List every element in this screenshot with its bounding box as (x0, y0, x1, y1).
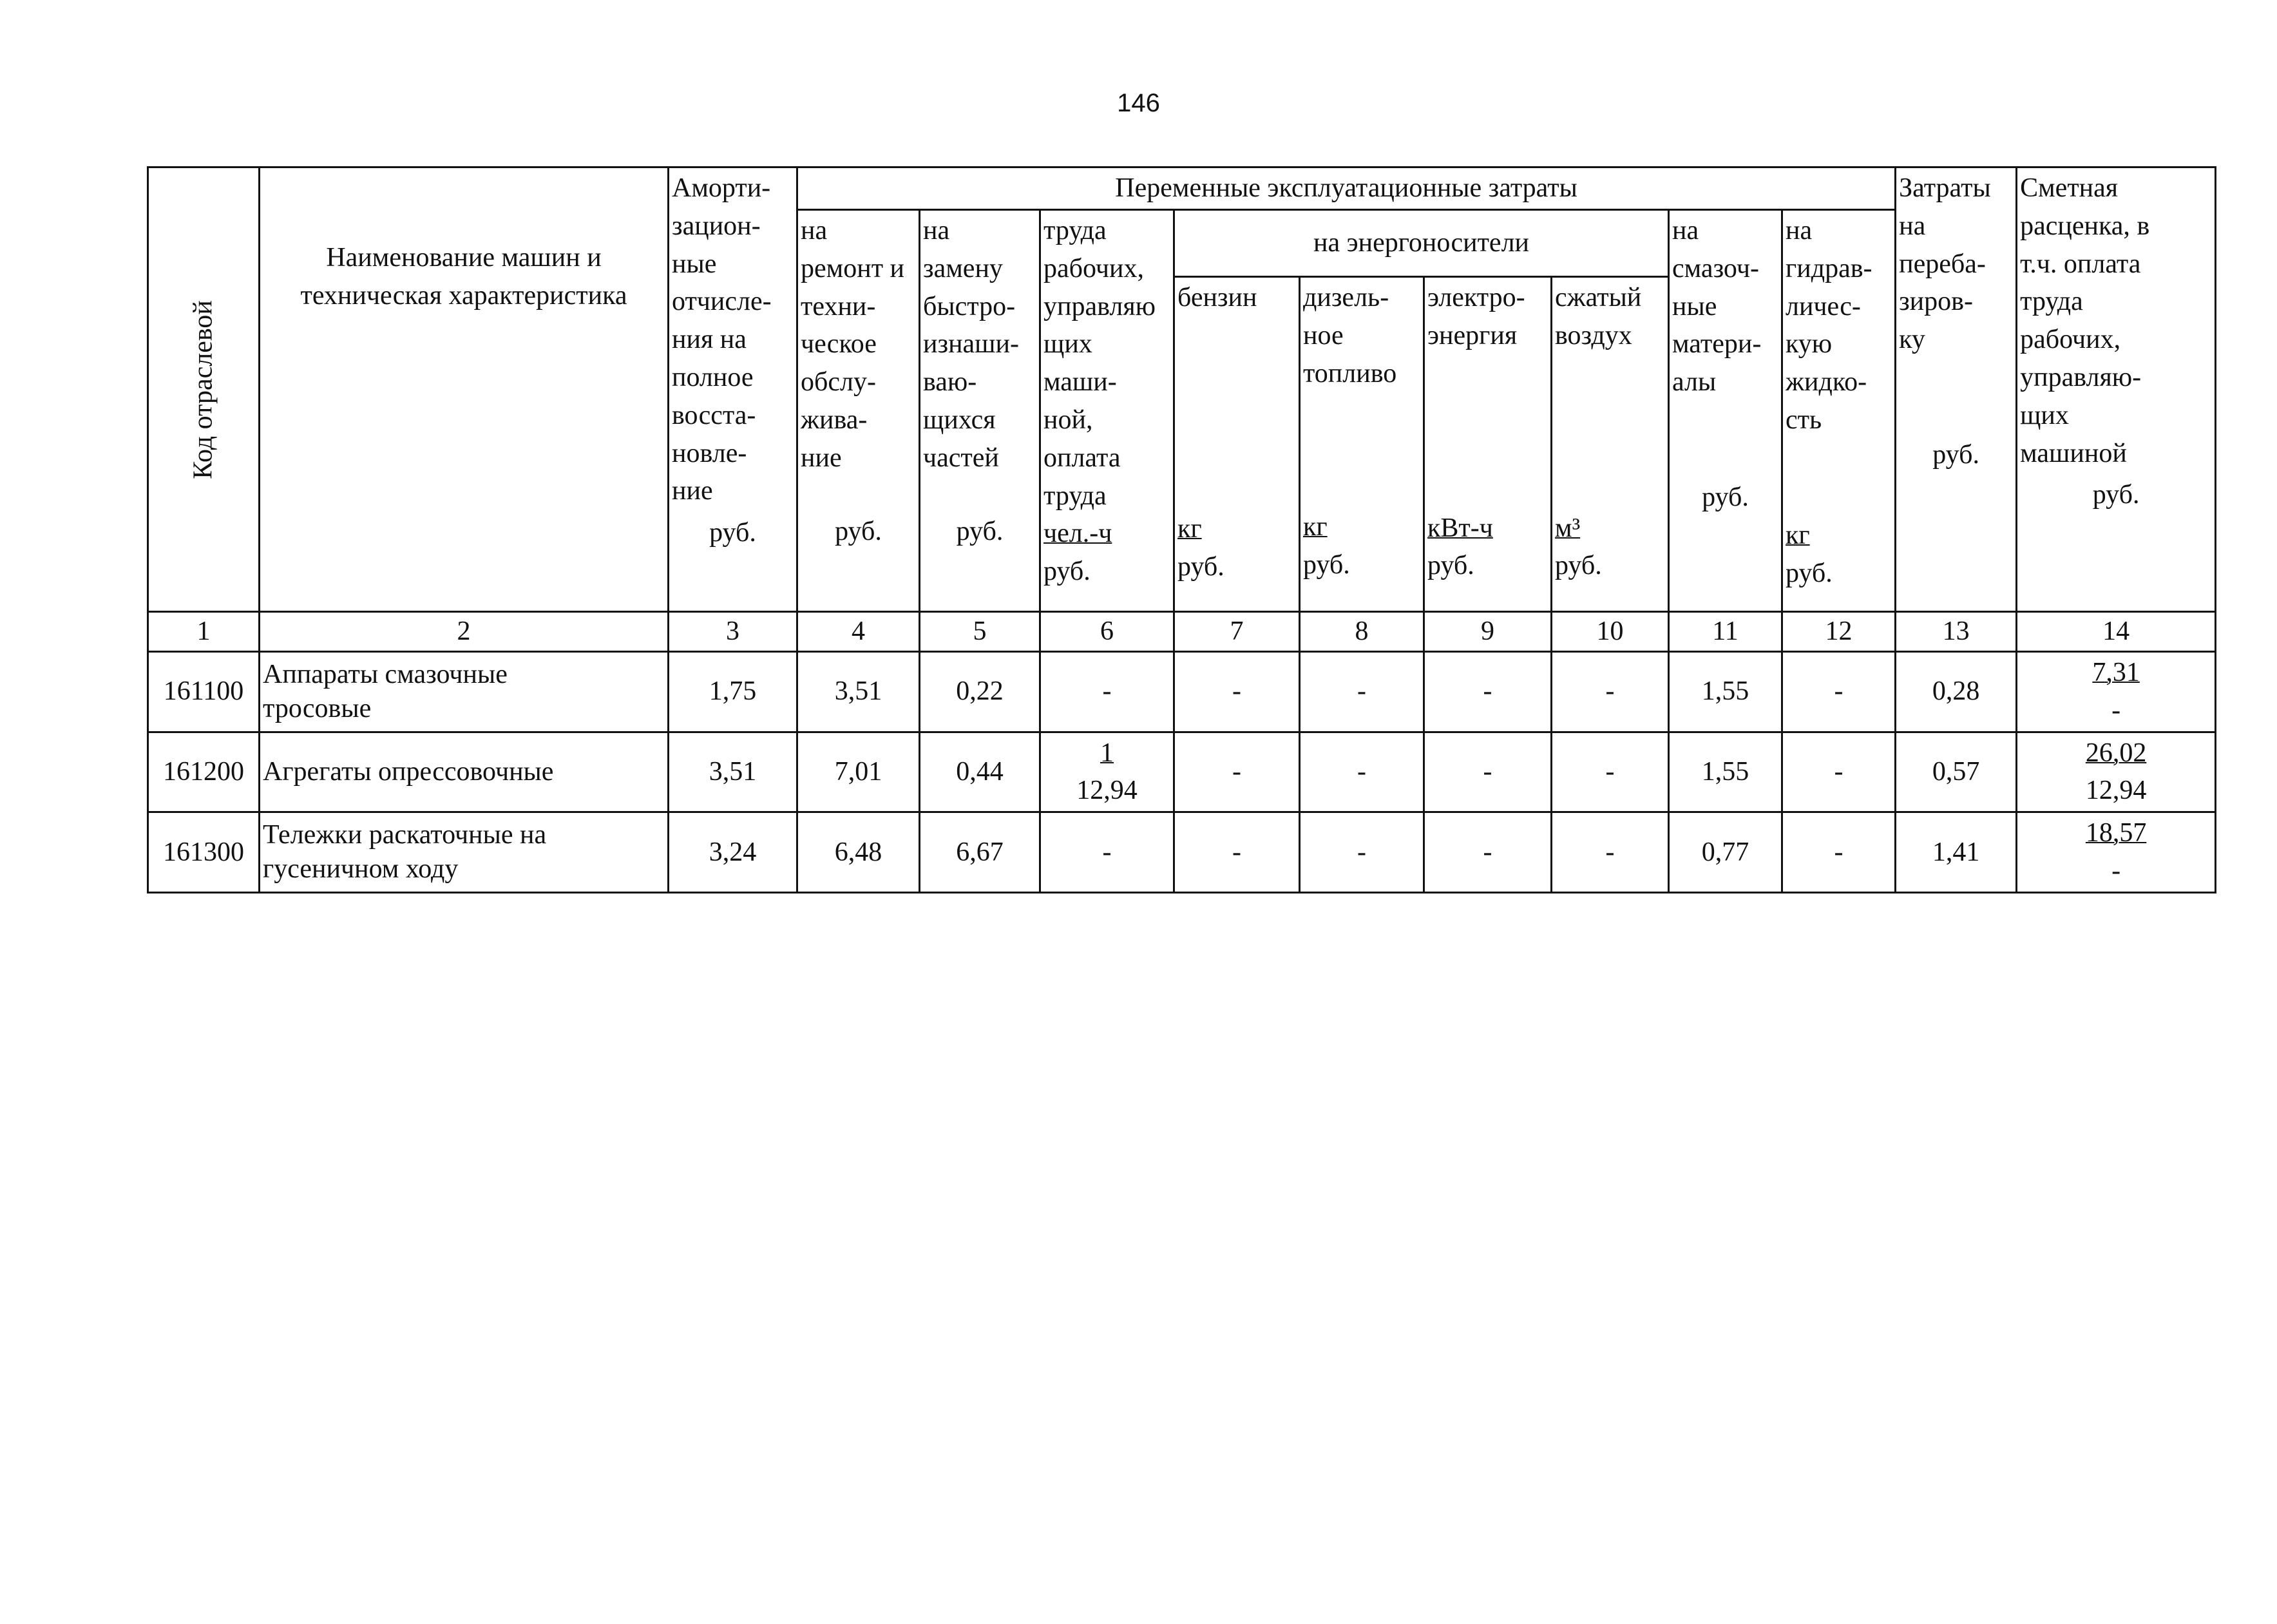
header-hydraulic-unit-top: кг (1786, 520, 1810, 550)
header-gasoline-label: бензин (1177, 283, 1257, 312)
column-number: 13 (1896, 612, 2017, 652)
header-energy (1174, 210, 1669, 277)
row-labor (1040, 732, 1174, 812)
row-labor (1040, 652, 1174, 732)
row-estimate (2017, 732, 2216, 812)
header-electric (1424, 277, 1552, 612)
header-electric-label: электро- энергия (1427, 283, 1525, 350)
row-diesel: - (1300, 732, 1424, 812)
table-row (148, 812, 2216, 893)
row-repair: 7,01 (797, 732, 920, 812)
row-lube: 1,55 (1669, 732, 1782, 812)
header-repair (797, 210, 920, 612)
row-electric: - (1424, 812, 1552, 893)
row-amort: 3,51 (669, 732, 797, 812)
page-number: 146 (1117, 89, 1160, 117)
header-electric-unit-bottom: руб. (1427, 551, 1474, 581)
header-energy-label: на энергоносители (1313, 228, 1529, 258)
column-number: 4 (797, 612, 920, 652)
header-labor-unit-top: чел.-ч (1043, 519, 1112, 549)
row-estimate-bottom: - (2111, 695, 2121, 725)
row-electric: - (1424, 732, 1552, 812)
column-number: 1 (148, 612, 260, 652)
row-replace: 6,67 (920, 812, 1040, 893)
row-code: 161100 (148, 652, 260, 732)
header-name-label: Наименование машин и техническая характеристика (300, 243, 627, 310)
row-name: Агрегаты опрессовочные (260, 732, 669, 812)
column-number: 12 (1782, 612, 1896, 652)
column-number: 2 (260, 612, 669, 652)
header-replace-label: на замену быстро- изнаши- ваю- щихся частей (923, 216, 1019, 473)
row-name: Аппараты смазочные тросовые (260, 652, 669, 732)
column-number: 14 (2017, 612, 2216, 652)
header-labor-unit-bottom: руб. (1043, 557, 1091, 587)
row-estimate-bottom: - (2111, 855, 2121, 886)
header-diesel-unit-bottom: руб. (1303, 550, 1350, 580)
row-air: - (1552, 652, 1669, 732)
row-name: Тележки раскаточные на гусеничном ходу (260, 812, 669, 893)
header-amort-label: Аморти- зацион- ные отчисле- ния на полное восста- новле- ние (672, 173, 772, 506)
row-labor-top: 1 (1100, 738, 1114, 768)
row-labor-top: - (1102, 676, 1112, 707)
header-lube-label: на смазоч- ные матери- алы (1672, 216, 1762, 397)
header-variable-costs-label: Переменные эксплуатационные затраты (1115, 173, 1577, 204)
header-amort (669, 167, 797, 612)
header-variable-costs (797, 167, 1896, 210)
header-labor (1040, 210, 1174, 612)
header-gasoline (1174, 277, 1300, 612)
header-hydraulic-unit-bottom: руб. (1786, 558, 1833, 588)
row-estimate-top: 18,57 (2085, 818, 2147, 848)
column-number: 7 (1174, 612, 1300, 652)
table-row (148, 732, 2216, 812)
header-estimate-unit: руб. (2092, 480, 2140, 510)
header-estimate-label: Сметная расценка, в т.ч. оплата труда рабочих, управляю- щих машиной (2020, 173, 2150, 468)
header-electric-unit-top: кВт-ч (1427, 513, 1493, 543)
header-hydraulic (1782, 210, 1896, 612)
header-estimate (2017, 167, 2216, 612)
row-hydraulic: - (1782, 732, 1896, 812)
row-electric: - (1424, 652, 1552, 732)
header-air-unit-top: м³ (1555, 513, 1581, 543)
header-gasoline-unit-bottom: руб. (1177, 551, 1224, 582)
column-number: 9 (1424, 612, 1552, 652)
row-lube: 1,55 (1669, 652, 1782, 732)
row-amort: 1,75 (669, 652, 797, 732)
row-replace: 0,44 (920, 732, 1040, 812)
column-number: 3 (669, 612, 797, 652)
header-diesel (1300, 277, 1424, 612)
row-amort: 3,24 (669, 812, 797, 893)
header-air-label: сжатый воздух (1555, 283, 1642, 350)
column-number: 11 (1669, 612, 1782, 652)
header-lube-unit: руб. (1702, 482, 1749, 512)
row-air: - (1552, 732, 1669, 812)
header-replace (920, 210, 1040, 612)
header-diesel-label: дизель- ное топливо (1303, 283, 1397, 388)
header-repair-unit: руб. (835, 516, 882, 546)
row-code: 161200 (148, 732, 260, 812)
row-replace: 0,22 (920, 652, 1040, 732)
row-lube: 0,77 (1669, 812, 1782, 893)
machine-cost-table (147, 166, 2216, 893)
column-number: 10 (1552, 612, 1669, 652)
row-estimate (2017, 652, 2216, 732)
header-row-1 (148, 167, 2216, 210)
header-repair-label: на ремонт и техни- ческое обслу- жива- ние (801, 216, 905, 473)
row-estimate-top: 26,02 (2085, 738, 2147, 768)
header-code-label: Код отраслевой (188, 300, 218, 479)
header-transport (1896, 167, 2017, 612)
header-diesel-unit-top: кг (1303, 512, 1328, 542)
row-labor-bottom: 12,94 (1076, 776, 1138, 806)
row-estimate-fraction (2020, 654, 2212, 730)
row-repair: 6,48 (797, 812, 920, 893)
row-diesel: - (1300, 812, 1424, 893)
header-code (148, 167, 260, 612)
row-gasoline: - (1174, 732, 1300, 812)
header-gasoline-unit-top: кг (1177, 513, 1202, 544)
row-labor (1040, 812, 1174, 893)
row-hydraulic: - (1782, 652, 1896, 732)
header-lube (1669, 210, 1782, 612)
row-estimate (2017, 812, 2216, 893)
row-repair: 3,51 (797, 652, 920, 732)
row-labor-fraction (1043, 734, 1170, 810)
column-number-row (148, 612, 2216, 652)
row-gasoline: - (1174, 652, 1300, 732)
row-labor-top: - (1102, 837, 1112, 867)
row-estimate-fraction (2020, 814, 2212, 890)
header-amort-unit: руб. (709, 518, 756, 548)
row-estimate-fraction (2020, 734, 2212, 810)
row-code: 161300 (148, 812, 260, 893)
row-transport: 1,41 (1896, 812, 2017, 893)
column-number: 6 (1040, 612, 1174, 652)
row-gasoline: - (1174, 812, 1300, 893)
table-row (148, 652, 2216, 732)
row-estimate-bottom: 12,94 (2085, 776, 2147, 806)
column-number: 8 (1300, 612, 1424, 652)
header-transport-unit: руб. (1932, 439, 1979, 470)
header-name (260, 167, 669, 612)
row-transport: 0,57 (1896, 732, 2017, 812)
row-transport: 0,28 (1896, 652, 2017, 732)
header-air (1552, 277, 1669, 612)
row-diesel: - (1300, 652, 1424, 732)
column-number: 5 (920, 612, 1040, 652)
header-air-unit-bottom: руб. (1555, 551, 1602, 581)
header-replace-unit: руб. (956, 516, 1004, 546)
row-estimate-top: 7,31 (2092, 658, 2140, 687)
header-labor-label: труда рабочих, управляю щих маши- ной, оплата труда (1043, 216, 1156, 511)
row-hydraulic: - (1782, 812, 1896, 893)
row-air: - (1552, 812, 1669, 893)
header-transport-label: Затраты на переба- зиров- ку (1899, 173, 1991, 355)
header-hydraulic-label: на гидрав- личес- кую жидко- сть (1786, 216, 1872, 435)
